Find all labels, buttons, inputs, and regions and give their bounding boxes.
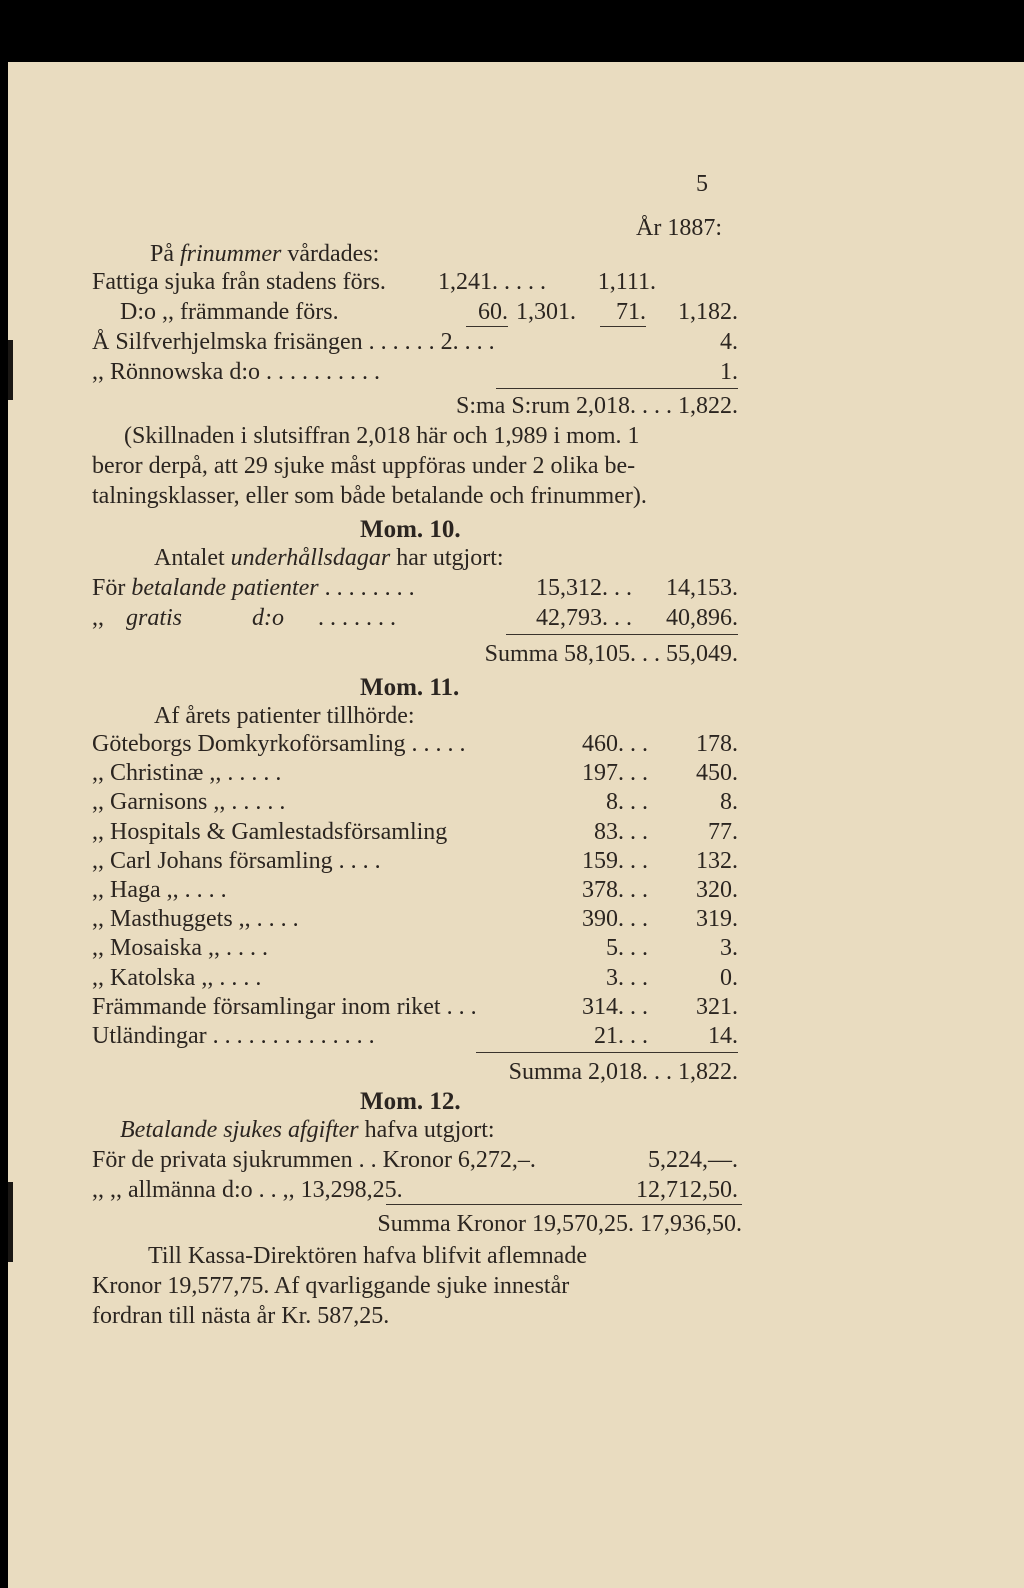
row-label: ,, Carl Johans församling . . . . <box>92 848 381 874</box>
row-label: För de privata sjukrummen . . Kronor 6,272,–. <box>92 1147 536 1173</box>
row-value: 460. . . <box>582 731 648 757</box>
row-value: 42,793. . . <box>536 605 632 631</box>
row-label: ,, Rönnowska d:o . . . . . . . . . . <box>92 359 380 385</box>
row-value: 3. . . <box>606 965 648 991</box>
row-value: 1,301. <box>516 299 576 325</box>
row-label: ,, gratis d:o . . . . . . . <box>92 605 397 631</box>
row-label: ,, Mosaiska ,, . . . . <box>92 935 268 961</box>
row-label: ,, Garnisons ,, . . . . . <box>92 789 286 815</box>
row-value: 1,241. . . . . <box>438 269 546 295</box>
section-heading-mom12: Mom. 12. <box>360 1088 461 1115</box>
row-value: 178. <box>696 731 738 757</box>
closing-line: fordran till nästa år Kr. 587,25. <box>92 1303 390 1329</box>
row-value: 319. <box>696 906 738 932</box>
row-value: 1. <box>720 359 738 385</box>
note-line: beror derpå, att 29 sjuke måst uppföras under 2 olika be- <box>92 453 636 479</box>
row-value: 14. <box>708 1023 738 1049</box>
row-value: 15,312. . . <box>536 575 632 601</box>
section-heading-mom10: Mom. 10. <box>360 516 461 543</box>
frinummer-total: S:ma S:rum 2,018. . . . 1,822. <box>455 393 738 419</box>
row-value: 159. . . <box>582 848 648 874</box>
note-line: talningsklasser, eller som både betalande och frinummer). <box>92 483 647 509</box>
closing-line: Kronor 19,577,75. Af qvarliggande sjuke innestår <box>92 1273 570 1299</box>
row-value: 0. <box>720 965 738 991</box>
row-value: 197. . . <box>582 760 648 786</box>
row-value: 14,153. <box>666 575 738 601</box>
row-label: ,, Katolska ,, . . . . <box>92 965 262 991</box>
sum-rule <box>476 1052 738 1053</box>
row-value: 390. . . <box>582 906 648 932</box>
page-number: 5 <box>696 171 708 197</box>
mom12-total: Summa Kronor 19,570,25. 17,936,50. <box>377 1211 742 1237</box>
row-value: 21. . . <box>594 1023 648 1049</box>
row-value: 8. . . <box>606 789 648 815</box>
row-value: 314. . . <box>582 994 648 1020</box>
mom10-total: Summa 58,105. . . 55,049. <box>484 641 738 667</box>
row-value: 1,182. <box>678 299 738 325</box>
row-value: 3. <box>720 935 738 961</box>
row-value: 40,896. <box>666 605 738 631</box>
row-value: 132. <box>696 848 738 874</box>
binding-mark <box>8 340 13 400</box>
row-label: För betalande patienter . . . . . . . . <box>92 575 415 601</box>
sum-rule <box>506 634 738 635</box>
row-value: 320. <box>696 877 738 903</box>
row-label: Å Silfverhjelmska frisängen . . . . . . 2. . . . <box>92 329 495 355</box>
closing-line: Till Kassa-Direktören hafva blifvit aflemnade <box>148 1243 587 1269</box>
sum-rule <box>496 388 738 389</box>
row-value: 60. <box>478 299 508 325</box>
row-value: 450. <box>696 760 738 786</box>
row-value: 83. . . <box>594 819 648 845</box>
row-label: ,, Christinæ ,, . . . . . <box>92 760 282 786</box>
mom12-intro: Betalande sjukes afgifter hafva utgjort: <box>120 1117 495 1143</box>
row-value: 8. <box>720 789 738 815</box>
row-label: D:o ,, främmande förs. <box>120 299 339 325</box>
row-value: 5,224,—. <box>648 1147 738 1173</box>
mom11-intro: Af årets patienter tillhörde: <box>154 703 415 729</box>
row-value: 1,111. <box>597 269 656 295</box>
row-value: 12,712,50. <box>636 1177 738 1203</box>
year-header: År 1887: <box>636 215 722 241</box>
binding-mark <box>8 1182 13 1262</box>
row-label: Fattiga sjuka från stadens förs. <box>92 269 386 295</box>
row-label: Göteborgs Domkyrkoförsamling . . . . . <box>92 731 466 757</box>
row-label: Främmande församlingar inom riket . . . <box>92 994 477 1020</box>
row-label: ,, Hospitals & Gamlestadsförsamling <box>92 819 448 845</box>
row-label: ,, Haga ,, . . . . <box>92 877 227 903</box>
row-label: Utländingar . . . . . . . . . . . . . . <box>92 1023 375 1049</box>
frinummer-intro: På frinummer vårdades: <box>150 241 380 267</box>
row-label: ,, Masthuggets ,, . . . . <box>92 906 299 932</box>
note-line: (Skillnaden i slutsiffran 2,018 här och 1,989 i mom. 1 <box>124 423 640 449</box>
row-value: 321. <box>696 994 738 1020</box>
document-page <box>8 62 1024 1588</box>
mom11-total: Summa 2,018. . . 1,822. <box>508 1059 738 1085</box>
mom10-intro: Antalet underhållsdagar har utgjort: <box>154 545 504 571</box>
row-value: 4. <box>720 329 738 355</box>
row-value: 71. <box>616 299 646 325</box>
underline <box>600 326 646 327</box>
row-value: 378. . . <box>582 877 648 903</box>
underline <box>466 326 508 327</box>
row-label: ,, ,, allmänna d:o . . ,, 13,298,25. <box>92 1177 403 1203</box>
row-value: 77. <box>708 819 738 845</box>
sum-rule <box>386 1204 742 1205</box>
section-heading-mom11: Mom. 11. <box>360 674 460 701</box>
row-value: 5. . . <box>606 935 648 961</box>
